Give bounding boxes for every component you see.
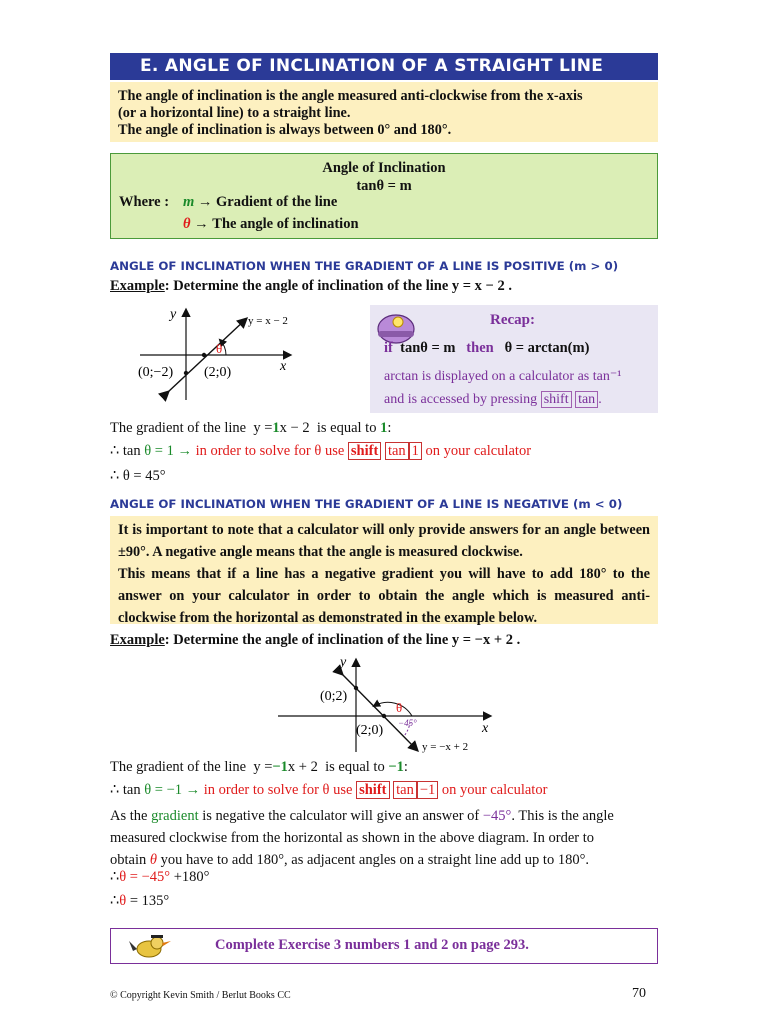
recap-line-2: arctan is displayed on a calculator as tan⁻¹ [384, 369, 622, 384]
example-label: Example [110, 632, 165, 648]
exercise-text: Complete Exercise 3 numbers 1 and 2 on page 293. [215, 937, 529, 953]
positive-gradient-heading: ANGLE OF INCLINATION WHEN THE GRADIENT OF A LINE IS POSITIVE (m > 0) [110, 259, 619, 273]
explanation-line-3: obtain θ you have to add 180°, as adjacent angles on a straight line add up to 180°. [110, 852, 589, 868]
key-tan: tan [393, 781, 417, 799]
negative-line-graph [272, 652, 502, 756]
theta-symbol: θ [183, 216, 191, 232]
intercept-point-b [202, 353, 206, 357]
explanation-paragraph [110, 805, 658, 871]
example-label: Example [110, 278, 165, 294]
positive-therefore-2: ∴ θ = 45° [110, 468, 166, 484]
key-tan: tan [575, 391, 598, 408]
page-number: 70 [632, 986, 646, 1001]
point-b-label: (2;0) [356, 723, 384, 738]
copyright-text: © Copyright Kevin Smith / Berlut Books CC [110, 990, 291, 1001]
negative-angle-label: −45° [398, 718, 417, 728]
theta-description: → The angle of inclination [194, 216, 359, 232]
key-tan: tan [385, 442, 409, 460]
formula-heading: Angle of Inclination [322, 160, 446, 176]
intercept-point-a [184, 371, 188, 375]
recap-box [370, 305, 658, 413]
key-value: −1 [417, 781, 438, 799]
calculator-note-box [110, 516, 658, 624]
key-shift: shift [541, 391, 572, 408]
key-shift: shift [348, 442, 381, 460]
definition-line-1: The angle of inclination is the angle measured anti-clockwise from the x-axis [118, 88, 583, 104]
key-shift: shift [356, 781, 389, 799]
angle-arc [374, 702, 412, 716]
negative-therefore-1: ∴ tan θ = −1 → in order to solve for θ use shift tan −1 on your calculator [110, 782, 548, 798]
formula-m-row [183, 194, 337, 211]
theta-label: θ [396, 700, 403, 715]
point-a-label: (0;2) [320, 689, 348, 704]
bird-mascot-icon [127, 931, 175, 966]
explanation-line-1: As the gradient is negative the calculator will give an answer of −45°. This is the angle [110, 808, 614, 824]
example-positive: Example: Determine the angle of inclination of the line y = x − 2 . [110, 278, 512, 294]
y-label: y [340, 655, 347, 670]
note-paragraph-1: It is important to note that a calculator will only provide answers for an angle between ±90°. A negative angle means that the angle is measured clockwise. [118, 522, 650, 560]
negative-gradient-heading: ANGLE OF INCLINATION WHEN THE GRADIENT OF A LINE IS NEGATIVE (m < 0) [110, 497, 623, 511]
formula-box [110, 153, 658, 239]
section-title: E. ANGLE OF INCLINATION OF A STRAIGHT LINE [110, 53, 658, 80]
graph-line [342, 674, 417, 750]
y-label: y [170, 307, 177, 322]
x-label: x [280, 359, 287, 374]
line-label: y = −x + 2 [422, 741, 469, 753]
definition-box [110, 82, 658, 142]
recap-title: Recap: [490, 312, 535, 328]
negative-gradient-line: The gradient of the line y =−1x + 2 is equal to −1: [110, 759, 408, 775]
theta-label: θ [216, 341, 223, 356]
recap-line-3: and is accessed by pressing shift tan . [384, 392, 602, 407]
positive-gradient-line: The gradient of the line y =1x − 2 is equal to 1: [110, 420, 392, 436]
intercept-point-a [354, 686, 358, 690]
line-label: y = x − 2 [248, 315, 288, 327]
positive-line-graph [130, 302, 330, 402]
negative-therefore-2: ∴θ = −45° +180° [110, 869, 210, 885]
intercept-point-b [382, 714, 386, 718]
formula-theta-row [183, 216, 359, 233]
x-label: x [482, 721, 489, 736]
formula-where: Where : [119, 194, 170, 210]
exercise-box [110, 928, 658, 964]
definition-line-2: (or a horizontal line) to a straight line. [118, 105, 351, 121]
formula-expression: tanθ = m [356, 178, 412, 194]
note-paragraph-2: This means that if a line has a negative gradient you will have to add 180° to the answer on your calculator in order to obtain the angle which is measured anti-clockwise from the horizontal as demonstrated in the example below. [118, 566, 650, 626]
positive-therefore-1: ∴ tan θ = 1 → in order to solve for θ use shift tan 1 on your calculator [110, 443, 532, 459]
key-value: 1 [409, 442, 422, 460]
example-negative: Example: Determine the angle of inclination of the line y = −x + 2 . [110, 632, 521, 648]
recap-line-1: if tanθ = m then θ = arctan(m) [384, 340, 590, 356]
m-symbol: m [183, 194, 195, 210]
point-b-label: (2;0) [204, 365, 232, 380]
m-description: → Gradient of the line [197, 194, 338, 210]
point-a-label: (0;−2) [138, 365, 174, 380]
definition-line-3: The angle of inclination is always between 0° and 180°. [118, 122, 452, 138]
explanation-line-2: measured clockwise from the horizontal as shown in the above diagram. In order to [110, 830, 594, 846]
negative-therefore-3: ∴θ = 135° [110, 893, 170, 909]
